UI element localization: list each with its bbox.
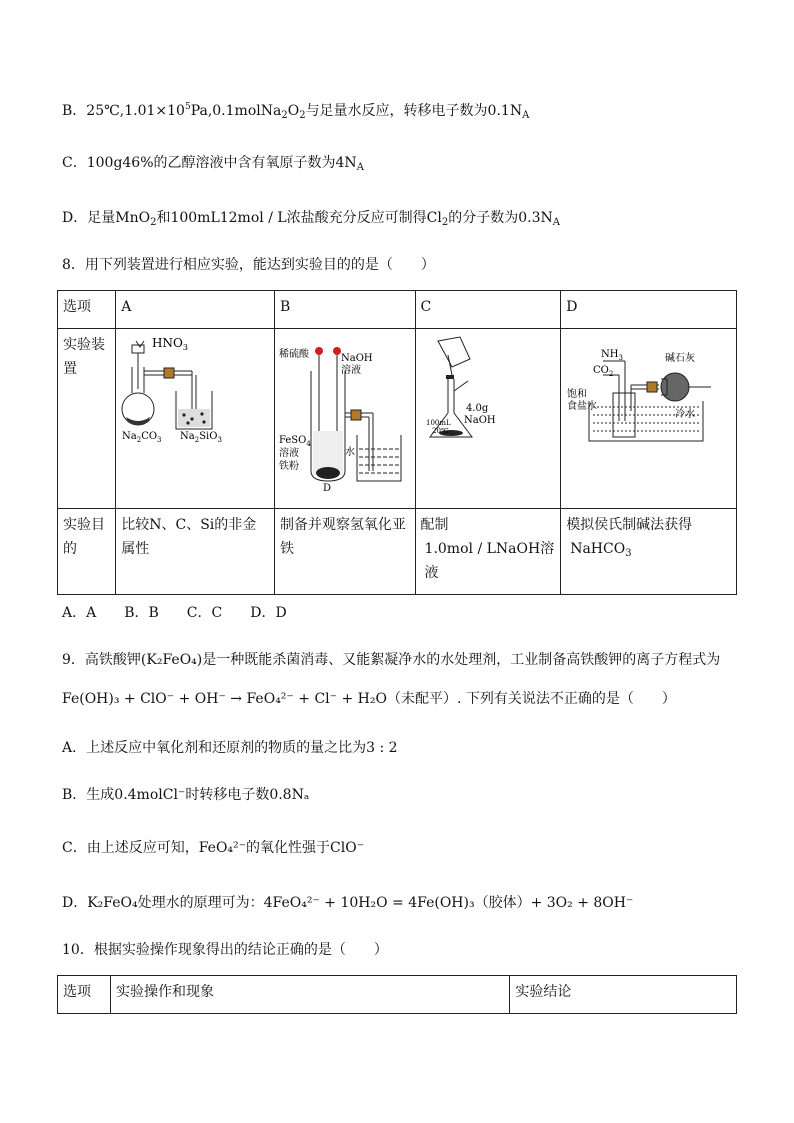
q8-apparatus-label: 实验装置 bbox=[58, 329, 116, 509]
fig-b-label-d: D bbox=[322, 483, 331, 491]
fig-c-label-mass: 4.0g bbox=[465, 403, 488, 414]
fig-d-label-saturated: 饱和 bbox=[567, 389, 588, 400]
fig-c-label-naoh: NaOH bbox=[463, 415, 496, 426]
q7-option-c: C．100g46%的乙醇溶液中含有氧原子数为$4N_A$ bbox=[62, 155, 364, 173]
q8-figure-b bbox=[274, 329, 415, 509]
q9-option-b: B．生成0.4molCl⁻时转移电子数0.8Nₐ bbox=[62, 787, 310, 803]
fig-b-label-feso4: FeSO$_4$ bbox=[278, 435, 311, 448]
q8-purpose-a: 比较N、C、Si的非金属性 bbox=[116, 509, 275, 595]
fig-b-label-naoh: NaOH bbox=[340, 353, 373, 364]
q9-stem: 9．高铁酸钾(K₂FeO₄)是一种既能杀菌消毒、又能絮凝净水的水处理剂，工业制备高铁酸钾的离子方程式为 bbox=[62, 652, 721, 668]
fig-b-label-solution2: 溶液 bbox=[278, 448, 299, 459]
q8-purpose-row bbox=[58, 509, 737, 595]
q9-option-c: C．由上述反应可知，FeO₄²⁻的氧化性强于ClO⁻ bbox=[62, 840, 365, 856]
fig-c-label-volume: 100mL bbox=[425, 419, 451, 427]
fig-d-label-soda-lime: 碱石灰 bbox=[665, 353, 696, 364]
fig-a-right-label: $Na_2SiO_3$ bbox=[180, 431, 223, 444]
q10-header-conclusion: 实验结论 bbox=[510, 976, 737, 1014]
fig-a-acid-label: $HNO_3$ bbox=[152, 336, 189, 352]
q8-purpose-c: 配制 1.0mol / LNaOH溶液 bbox=[415, 509, 561, 595]
q8-table bbox=[57, 290, 737, 595]
q8-purpose-d: 模拟侯氏制碱法获得 NaHCO$_3$ bbox=[561, 509, 737, 595]
q7-option-b: B．$25℃,1.01\times 10^5Pa,0.1molNa_2O_2$与足量水反应，转移电子数为$0.1N_A$ bbox=[62, 102, 530, 121]
q8-header-option: 选项 bbox=[58, 291, 116, 329]
q10-stem: 10．根据实验操作现象得出的结论正确的是（ ） bbox=[62, 942, 388, 958]
q8-figure-d bbox=[561, 329, 737, 509]
q8-figure-a bbox=[116, 329, 275, 509]
q8-figure-c bbox=[415, 329, 561, 509]
q7-option-d: D．足量MnO$_2$和100mL12mol / L浓盐酸充分反应可制得$Cl_2$的分子数为$0.3N_A$ bbox=[62, 210, 560, 228]
fig-b-label-solution1: 溶液 bbox=[340, 365, 361, 376]
fig-d-label-brine: 食盐水 bbox=[567, 401, 598, 412]
q8-purpose-label: 实验目的 bbox=[58, 509, 116, 595]
q10-header-row bbox=[58, 976, 737, 1014]
q8-apparatus-row bbox=[58, 329, 737, 509]
fig-b-label-acid: 稀硫酸 bbox=[278, 349, 309, 360]
q9-option-d: D．K₂FeO₄处理水的原理可为：4FeO₄²⁻ + 10H₂O = 4Fe(OH)₃（胶体）+ 3O₂ + 8OH⁻ bbox=[62, 895, 634, 911]
q9-equation: Fe(OH)₃ + ClO⁻ + OH⁻ → FeO₄²⁻ + Cl⁻ + H₂O（未配平）. 下列有关说法不正确的是（ ） bbox=[62, 691, 676, 707]
fig-b-label-iron: 铁粉 bbox=[278, 461, 299, 472]
q10-header-option: 选项 bbox=[58, 976, 111, 1014]
fig-d-label-cold-water: 冷水 bbox=[675, 409, 696, 420]
q8-purpose-b: 制备并观察氢氧化亚铁 bbox=[274, 509, 415, 595]
fig-a-left-label: $Na_2CO_3$ bbox=[122, 431, 162, 444]
fig-c-label-temp: 20℃ bbox=[431, 427, 449, 435]
q8-header-d: D bbox=[561, 291, 737, 329]
q8-header-a: A bbox=[116, 291, 275, 329]
q8-options: A．A B．B C．C D．D bbox=[62, 605, 287, 621]
q8-header-c: C bbox=[415, 291, 561, 329]
q10-table bbox=[57, 975, 737, 1014]
q8-stem: 8．用下列装置进行相应实验，能达到实验目的的是（ ） bbox=[62, 257, 435, 273]
fig-d-label-nh3: $NH_3$ bbox=[601, 349, 624, 362]
fig-b-label-water: 水 bbox=[344, 447, 355, 458]
q10-header-operation: 实验操作和现象 bbox=[110, 976, 509, 1014]
q8-header-b: B bbox=[274, 291, 415, 329]
q9-option-a: A．上述反应中氧化剂和还原剂的物质的量之比为3 : 2 bbox=[62, 740, 398, 756]
fig-d-label-co2: $CO_2$ bbox=[593, 365, 614, 378]
q8-header-row bbox=[58, 291, 737, 329]
